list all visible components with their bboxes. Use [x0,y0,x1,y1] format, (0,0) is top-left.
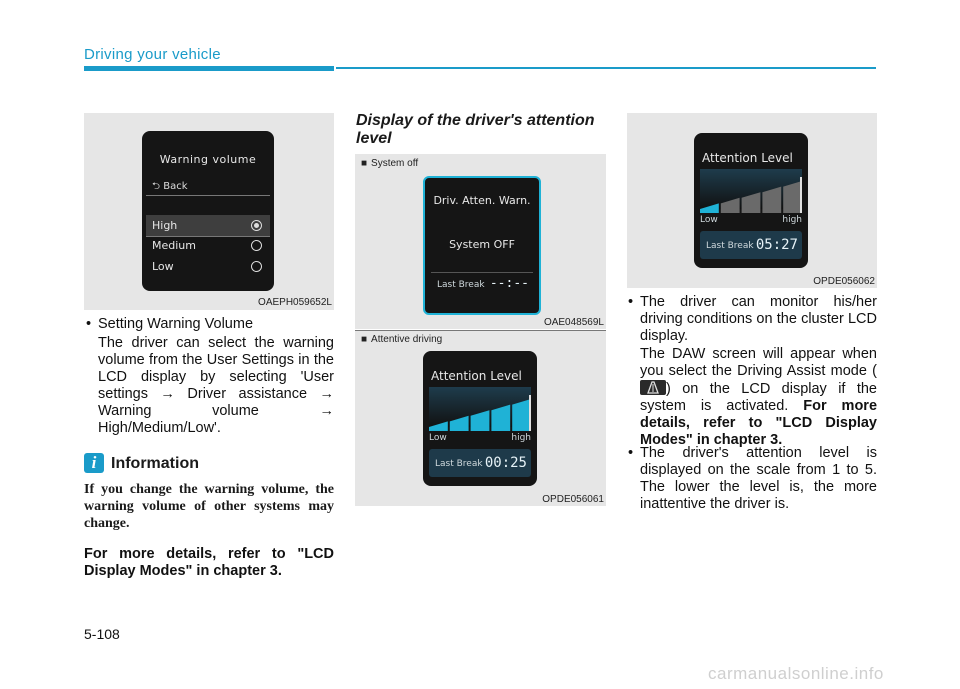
radio-empty-icon [251,240,262,251]
section-title: Driving your vehicle [84,46,221,63]
last-break-label: Last Break [706,241,754,251]
bullet-text: • The driver's attention level is displayed on the scale from 1 to 5. The lower the level is, the more inattentive the driver is. [640,445,877,512]
last-break-label: Last Break [437,280,485,290]
scale-segment-1 [700,203,719,213]
system-status: System OFF [449,238,515,251]
lcd-attentive [423,351,537,486]
bullet-monitor [640,294,877,345]
information-icon: i [84,453,104,473]
figure-warning-volume [84,113,334,310]
caption-attentive [361,334,442,345]
lcd-divider [431,272,533,273]
scale-low-label: Low [429,433,447,443]
lcd-title: Warning volume [159,153,257,166]
page-number: 5-108 [84,626,120,642]
back-label: Back [163,181,188,192]
caption-square-icon [361,334,371,345]
option-label: High [152,219,178,232]
figure-inattentive [627,113,877,288]
bullet-text: • The driver can monitor his/her driving conditions on the cluster LCD display. [640,294,877,344]
back-arrow-icon: ⮌ [152,181,161,192]
figure-system-off [355,154,606,329]
caption-text: System off [371,158,419,169]
figure-code: OPDE056062 [813,276,875,287]
scale-segment-3 [471,410,490,431]
figure-code: OAEPH059652L [258,297,332,308]
lcd-title: Attention Level [431,369,522,383]
menu-option-low [146,256,270,277]
paragraph-text-b: ) on the LCD display if the system is activated. [640,381,877,414]
scale-high-label: high [511,433,531,443]
figure-attentive-driving [355,331,606,506]
paragraph-volume: The driver can select the warning volume from the User Settings in the LCD display by selecting 'User settings → Driver assistance → Warning volume → High/Medium/Low'. [98,335,334,436]
attention-scale [700,177,802,213]
last-break-time: 00:25 [484,455,527,471]
header-rule-thin [336,67,876,69]
lcd-inattentive [694,133,808,268]
attention-scale [429,395,531,431]
caption-square-icon [361,158,371,169]
last-break-label: Last Break [435,459,483,469]
bullet-text: • Setting Warning Volume [98,316,253,332]
scale-high-label: high [782,215,802,225]
radio-selected-icon [251,220,262,231]
lcd-title: Attention Level [702,151,793,165]
driving-assist-mode-icon [640,380,666,395]
paragraph-text-a: The DAW screen will appear when you select the Driving Assist mode ( [640,346,877,379]
scale-segment-2 [721,198,740,213]
information-text: If you change the warning volume, the warning volume of other systems may change. [84,482,334,531]
lcd-warning-volume [142,131,274,291]
menu-option-medium [146,235,270,256]
bullet-setting-volume [98,316,334,333]
caption-system-off [361,158,418,169]
option-label: Low [152,260,174,273]
more-details-left: For more details, refer to "LCD Display Modes" in chapter 3. [84,546,334,579]
lcd-system-off [423,176,541,315]
last-break-time: --:-- [489,276,529,291]
scale-segment-4 [491,405,510,431]
back-item [152,179,187,196]
paragraph-bold: For more details, refer to "LCD Display Modes" in chapter 3. [640,398,878,448]
radio-empty-icon [251,261,262,272]
caption-text: Attentive driving [371,334,443,345]
bullet-scale [640,445,877,513]
paragraph-daw [640,346,877,449]
figure-code: OPDE056061 [542,494,604,505]
figure-code: OAE048569L [543,317,604,328]
scale-segment-5 [783,181,802,213]
menu-option-high [146,215,270,236]
scale-max-marker [529,395,531,431]
scale-max-marker [800,177,802,213]
option-label: Medium [152,239,196,252]
scale-segment-1 [429,421,448,431]
information-title: Information [111,455,199,472]
last-break-time: 05:27 [755,237,798,253]
header-rule-thick [84,66,334,71]
scale-segment-4 [762,187,781,213]
menu-divider [146,195,270,196]
scale-segment-3 [742,192,761,213]
lcd-title: Driv. Atten. Warn. [433,194,531,207]
scale-low-label: Low [700,215,718,225]
scale-segment-2 [450,416,469,431]
subhead-attention-level: Display of the driver's attention level [356,112,595,147]
watermark: carmanualsonline.info [708,664,884,683]
scale-segment-5 [512,399,531,431]
